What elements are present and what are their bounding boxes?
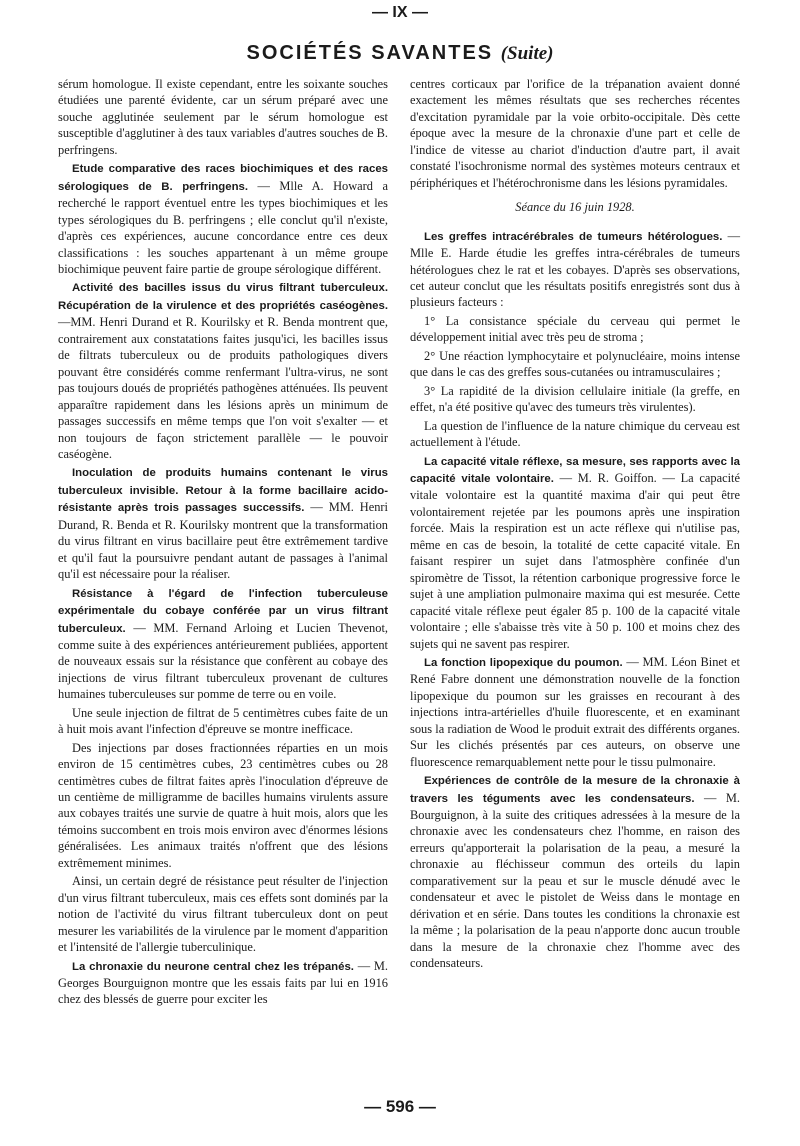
paragraph-text: — MM. Henri Durand, R. Benda et R. Kourilsky montrent que la transformation du virus filtrant en virus bacillaire peut être extrêmement tardive et qu'il faut la poursuivre pendant autant de passages à l'animal qu'il est nécessaire pour la réaliser. [58, 500, 389, 582]
paragraph: Ainsi, un certain degré de résistance peut résulter de l'injection d'un virus filtrant tuberculeux, mais ces effets sont dominés par la notion de l'activité du virus filtrant tuberculeux dont on peut mesurer les variabilités de la virulence par le moment d'apparition et l'intensité de l'allergie tuberculinique. [58, 874, 388, 955]
paragraph-text: — MM. Léon Binet et René Fabre donnent une démonstration nouvelle de la fonction lipopexique du poumon sur les graisses en recourant à des injections intra-artérielles d'huile fluorescente, et en examinant sous la radiation de Wood le produit extrait des différents organes. Sur les clichés présentés par ces auteurs, on observe une fluorescence remarquablement nette pour le tissu pulmonaire. [410, 654, 740, 769]
section-heading: Expériences de contrôle de la mesure de la chronaxie à travers les téguments avec les condensateurs. [410, 775, 740, 805]
section-heading: Activité des bacilles issus du virus filtrant tuberculeux. Récupération de la virulence et des propriétés caséogènes. [58, 282, 388, 312]
paragraph-text: — MM. Fernand Arloing et Lucien Thevenot, comme suite à des expériences antérieurement publiées, apportent de nouveaux essais sur la résistance que confèrent au cobaye des injections de virus filtrant tuberculeux provenant de cultures humaines tuberculeuses sur pomme de terre ou en voile. [58, 620, 388, 702]
header-suite: (Suite) [500, 43, 554, 64]
paragraph-text: — M. Georges Bourguignon montre que les essais faits par lui en 1916 chez des blessés de guerre pour exciter les [58, 958, 389, 1007]
section-heading: La chronaxie du neurone central chez les trépanés. [72, 960, 354, 973]
paragraph: centres corticaux par l'orifice de la trépanation avaient donné exactement les mêmes résultats que ses recherches récentes d'excitation pyramidale par la voie orbito-occipitale. Dès cette époque avec la mesure de la chronaxie d'une part et celle de l'indice de vitesse au chariot d'induction d'autre part, il avait constaté l'isochronisme normal des systèmes moteurs centraux et périphériques et l'hétérochronisme dans les lésions pyramidales. [410, 77, 740, 190]
paragraph-text: — M. R. Goiffon. — La capacité vitale volontaire est la quantité maxima d'air qui peut être volontairement rejetée par les poumons après une inspiration forcée. Mais la respiration est un acte réflexe qui n'utilise pas, même en cas de besoin, la totalité de cette capacité vitale. En faisant respirer un sujet dans l'atmosphère confinée d'un spiromètre de Tissot, la rétention carbonique progressive force le sujet à une ampliation pulmonaire maxima qui est mesurée. Cette capacité vitale réflexe peut égaler 85 p. 100 de la capacité vitale volontaire ; elle s'abaisse très vite à 50 p. 100 et moins chez des sujets qui ne savent pas respirer. [410, 470, 740, 651]
header-title: SOCIÉTÉS SAVANTES [246, 42, 494, 64]
page-number-bottom: — 596 — [364, 1097, 436, 1116]
page-header [0, 42, 800, 65]
paragraph: 1° La consistance spéciale du cerveau qui permet le développement initial avec très peu de stroma ; [410, 313, 740, 345]
paragraph [58, 464, 388, 582]
paragraph [58, 279, 388, 462]
paragraph [58, 585, 388, 703]
paragraph: La question de l'influence de la nature chimique du cerveau est actuellement à l'étude. [410, 418, 740, 450]
section-heading: Inoculation de produits humains contenant le virus tuberculeux invisible. Retour à la forme bacillaire acido-résistante après trois passages successifs. [58, 467, 388, 515]
paragraph-text: —MM. Henri Durand et R. Kourilsky et R. Benda montrent que, contrairement aux constatations faites jusqu'ici, les bacilles issus de filtrats tuberculeux ou de produits pathologiques divers pouvant être considérés comme renfermant l'ultra-virus, ne sont pas toujours doués de propriétés pathogènes atténuées. Ils peuvent apparaître rapidement dans les lésions après un minimum de passages successifs en même temps que l'on voit s'exalter — et non toujours de façon strictement parallèle — le pouvoir caséogène. [58, 315, 388, 461]
paragraph [410, 772, 740, 971]
paragraph: Des injections par doses fractionnées réparties en un mois environ de 15 centimètres cubes, 23 centimètres cubes ou 28 centimètres cubes de filtrat faites après l'inoculation d'épreuve de un centième de milligramme de bacilles humains virulents assure aux cobayes traités une survie de quatre à huit mois, alors que les témoins succombent en trois mois environ avec d'énormes lésions généralisées. Les animaux traités n'offrent que des lésions extrêmement minimes. [58, 740, 388, 870]
section-heading: Les greffes intracérébrales de tumeurs hétérologues. [424, 230, 723, 243]
left-column [58, 76, 388, 1010]
section-heading: La fonction lipopexique du poumon. [424, 656, 623, 669]
paragraph-text: — Mlle A. Howard a recherché le rapport éventuel entre les types biochimiques et les types sérologiques du B. perfringens ; elle conclut qu'il n'existe, d'après ces expériences, aucune concordance entre ces deux classifications : les souches appartenant à un même groupe biochimique peuvent faire partie de groupe sérologique différent. [58, 178, 388, 276]
section-heading: La capacité vitale réflexe, sa mesure, ses rapports avec la capacité vitale volontaire. [410, 455, 740, 485]
paragraph: 2° Une réaction lymphocytaire et polynucléaire, moins intense que dans le cas des greffes sous-cutanées ou intramusculaires ; [410, 348, 740, 380]
paragraph: 3° La rapidité de la division cellulaire initiale (la greffe, en effet, n'a été positive qu'avec des tumeurs très virulentes). [410, 383, 740, 415]
session-date: Séance du 16 juin 1928. [515, 200, 635, 215]
page-number-top: — IX — [371, 4, 428, 21]
paragraph-text: — M. Bourguignon, à la suite des critiques adressées à la mesure de la chronaxie avec les condensateurs chez l'homme, en raison des erreurs qu'apporterait la polarisation de la peau, a mesuré la chronaxie au fléchisseur commun des orteils du lapin comparativement sur la peau et sur le muscle dénudé avec le condensateur et avec le pistolet de Weiss dans le montage en dérivation et en série. Dans toutes les conditions la chronaxie est la même ; la polarisation de la peau n'apporte donc aucun trouble dans la mesure de la chronaxie chez l'homme avec des condensateurs. [410, 790, 740, 971]
paragraph-text: — Mlle E. Harde étudie les greffes intra-cérébrales de tumeurs hétérologues chez le rat et les cobayes. D'après ses observations, cet auteur conclut que les résultats positifs enregistrés sont dus à plusieurs facteurs : [410, 228, 740, 310]
paragraph [410, 453, 740, 652]
right-column [410, 76, 740, 974]
paragraph [410, 654, 740, 770]
section-heading: Etude comparative des races biochimiques et des races sérologiques de B. perfringens. [58, 163, 388, 193]
paragraph: sérum homologue. Il existe cependant, entre les soixante souches étudiées une parenté évidente, car un sérum préparé avec une souche agglutinée seulement par le sérum homologue est susceptible d'agglutiner à des taux variables d'autres souches de B. perfringens. [58, 77, 388, 157]
paragraph [58, 160, 388, 277]
paragraph [410, 228, 740, 311]
paragraph [58, 958, 388, 1008]
paragraph: Une seule injection de filtrat de 5 centimètres cubes faite de un à huit mois avant l'infection d'épreuve se montre inefficace. [58, 705, 388, 737]
section-heading: Résistance à l'égard de l'infection tuberculeuse expérimentale du cobaye conférée par un virus filtrant tuberculeux. [58, 587, 388, 635]
